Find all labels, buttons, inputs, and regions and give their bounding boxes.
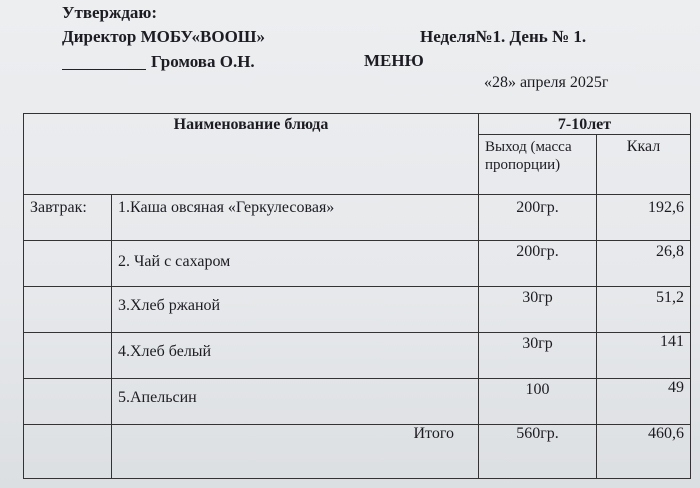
- table-row: [24, 333, 691, 379]
- meal-cell-empty: [24, 241, 112, 287]
- dish-cell: 5.Апельсин: [112, 379, 479, 425]
- output-cell: 30гр: [479, 333, 597, 379]
- meal-cell-empty: [24, 333, 112, 379]
- dish-cell: 3.Хлеб ржаной: [112, 287, 479, 333]
- kcal-header: Ккал: [597, 135, 691, 195]
- total-output: 560гр.: [479, 425, 597, 479]
- dish-cell: 4.Хлеб белый: [112, 333, 479, 379]
- output-header: Выход (масса пропорции): [479, 135, 597, 195]
- output-cell: 200гр.: [479, 195, 597, 241]
- director-line: Директор МОБУ«ВООШ»: [62, 27, 265, 46]
- menu-table: [23, 113, 691, 479]
- dish-cell: 1.Каша овсяная «Геркулесовая»: [112, 195, 479, 241]
- kcal-cell: 192,6: [597, 195, 691, 241]
- kcal-cell: 49: [597, 379, 691, 425]
- table-header-row: [24, 114, 691, 135]
- meal-cell-empty: [24, 425, 112, 479]
- meal-label: Завтрак:: [24, 195, 112, 241]
- approve-label: Утверждаю:: [62, 3, 158, 22]
- output-cell: 100: [479, 379, 597, 425]
- week-day: Неделя№1. День № 1.: [420, 27, 587, 46]
- total-kcal: 460,6: [597, 425, 691, 479]
- output-cell: 30гр: [479, 287, 597, 333]
- table-row: [24, 379, 691, 425]
- document-date: «28» апреля 2025г: [484, 74, 609, 91]
- dish-name-header: Наименование блюда: [24, 114, 479, 195]
- output-cell: 200гр.: [479, 241, 597, 287]
- table-row: [24, 241, 691, 287]
- meal-cell-empty: [24, 379, 112, 425]
- dish-cell: 2. Чай с сахаром: [112, 241, 479, 287]
- meal-cell-empty: [24, 287, 112, 333]
- signature-line: [62, 69, 146, 70]
- table-row: [24, 287, 691, 333]
- table-total-row: [24, 425, 691, 479]
- director-name: Громова О.Н.: [151, 52, 255, 71]
- table-row: [24, 195, 691, 241]
- total-label: Итого: [112, 425, 479, 479]
- kcal-cell: 26,8: [597, 241, 691, 287]
- kcal-cell: 51,2: [597, 287, 691, 333]
- kcal-cell: 141: [597, 333, 691, 379]
- age-group-header: 7-10лет: [479, 114, 691, 135]
- menu-title: МЕНЮ: [364, 51, 424, 70]
